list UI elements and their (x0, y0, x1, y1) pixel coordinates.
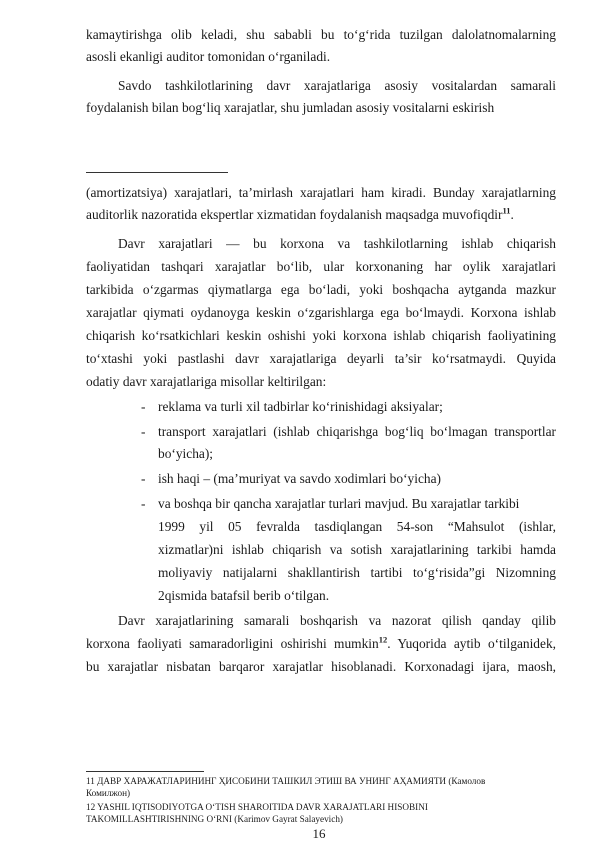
body-line: Davr xarajatlarining samarali boshqarish va nazorat qilish qanday qilib (118, 613, 556, 628)
body-line: kamaytirishga olib keladi, shu sababli bu to‘g‘rida tuzilgan dalolatnomalarning (86, 27, 556, 42)
body-line: Davr xarajatlari — bu korxona va tashkilotlarning ishlab chiqarish (118, 236, 556, 251)
list-item: transport xarajatlari (ishlab chiqarishga bog‘liq bo‘lmagan transportlar (158, 424, 556, 439)
body-line: Savdo tashkilotlarining davr xarajatlariga asosiy vositalardan samarali (118, 78, 556, 93)
body-line: faoliyatidan tashqari xarajatlar bo‘lib, ular korxonaning har oylik xarajatlari (86, 259, 556, 274)
page-number: 16 (312, 826, 326, 841)
body-line: chiqarish ko‘rsatkichlari keskin oshishi yoki korxona ishlab chiqarish faoliyatining (86, 328, 556, 343)
list-bullet: - (141, 496, 146, 511)
body-line: bu xarajatlar nisbatan barqaror xarajatlar hisoblanadi. Korxonadagi ijara, maosh, (86, 659, 556, 674)
list-bullet: - (141, 471, 146, 486)
list-item-continued: 2qismida batafsil berib o‘tilgan. (158, 588, 330, 603)
list-bullet: - (141, 424, 146, 439)
footnote-ref-12: 12 (378, 634, 388, 645)
body-line: asosli ekanligi auditor tomonidan o‘rganiladi. (86, 49, 331, 64)
footnote-12-continued: TAKOMILLASHTIRISHNING O‘RNI (Karimov Gayrat Salayevich) (86, 814, 343, 824)
list-item-continued: xizmatlar)ni ishlab chiqarish va sotish xarajatlarining tarkibi hamda (158, 542, 556, 557)
body-line: tarkibida o‘zgarmas qiymatlarga ega bo‘ladi, yoki boshqacha aytganda mazkur (86, 282, 556, 297)
list-item: ish haqi – (ma’muriyat va savdo xodimlari bo‘yicha) (158, 471, 441, 486)
list-item: va boshqa bir qancha xarajatlar turlari mavjud. Bu xarajatlar tarkibi (158, 496, 520, 511)
body-line: auditorlik nazoratida ekspertlar xizmatidan foydalanish maqsadga muvofiqdir$^{11}$. (86, 205, 514, 222)
footnote-separator (86, 771, 204, 772)
body-line: (amortizatsiya) xarajatlari, ta’mirlash xarajatlari ham kiradi. Bunday xarajatlarning (86, 185, 556, 200)
body-line: foydalanish bilan bog‘liq xarajatlar, shu jumladan asosiy vositalarni eskirish (86, 100, 495, 115)
footnote-11-continued: Комилжон) (86, 788, 131, 798)
page-break-rule (86, 172, 228, 173)
footnote-11: 11 ДАВР ХАРАЖАТЛАРИНИНГ ҲИСОБИНИ ТАШКИЛ ЭТИШ ВА УНИНГ АҲАМИЯТИ (Камолов (86, 776, 486, 786)
footnote-ref-11: 11 (502, 205, 511, 216)
body-line: odatiy davr xarajatlariga misollar keltirilgan: (86, 374, 327, 389)
body-line: xarajatlar qiymati oydanoyga keskin o‘zgarishlarga ega bo‘lmaydi. Korxona ishlab (86, 305, 556, 320)
list-item-continued: moliyaviy natijalarni shakllantirish tartibi to‘g‘risida”gi Nizomning (158, 565, 556, 580)
body-line: to‘xtashi yoki pastlashi davr xarajatlariga deyarli ta’sir ko‘rsatmaydi. Quyida (86, 351, 556, 366)
list-item-continued: bo‘yicha); (158, 446, 214, 461)
list-item: reklama va turli xil tadbirlar ko‘rinishidagi aksiyalar; (158, 399, 443, 414)
footnote-12: 12 YASHIL IQTISODIYOTGA O‘TISH SHAROITIDA DAVR XARAJATLARI HISOBINI (86, 802, 428, 812)
list-item-continued: 1999 yil 05 fevralda tasdiqlangan 54-son “Mahsulot (ishlar, (158, 519, 556, 534)
list-bullet: - (141, 399, 146, 414)
body-line: korxona faoliyati samaradorligini oshirishi mumkin$^{12}$. Yuqorida aytib o‘tilganidek, (86, 634, 556, 651)
